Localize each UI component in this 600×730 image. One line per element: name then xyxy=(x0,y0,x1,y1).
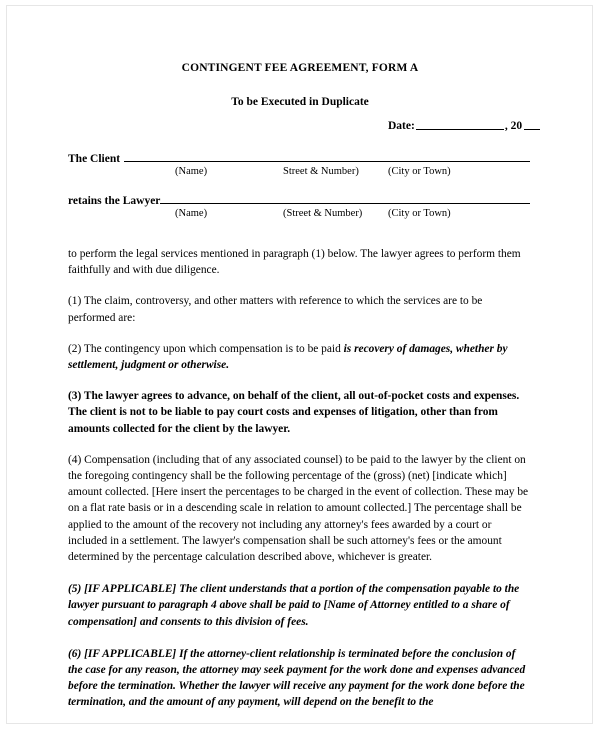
date-year-blank-rule[interactable] xyxy=(524,129,540,130)
date-blank-rule[interactable] xyxy=(416,129,504,130)
lawyer-caption-street: (Street & Number) xyxy=(283,208,363,219)
lawyer-label: retains the Lawyer xyxy=(68,195,161,207)
paragraph-6: (6) [IF APPLICABLE] If the attorney-client relationship is terminated before the conclusion of the case for any reason, the attorney may seek payment for the work done and expenses advanced before the termination. Whether the lawyer will receive any payment for the work done before the termination, and the amount of any payment, will depend on the benefit to the xyxy=(68,647,526,709)
paragraph-4: (4) Compensation (including that of any associated counsel) to be paid to the lawyer by the client on the foregoing contingency shall be the following percentage of the (gross) (net) [indicate which] amount collected. [Here insert the percentages to be charged in the event of collection. These may be on a flat rate basis or in a descending scale in relation to amount collected.] The percentage shall be applied to the amount of the recovery not including any attorney's fees awarded by a court or included in a settlement. The lawyer's compensation shall be such attorney's fees or the amount determined by the percentage calculation described above, whichever is greater. xyxy=(68,453,529,564)
lawyer-captions xyxy=(68,208,530,224)
paragraph-1: (1) The claim, controversy, and other matters with reference to which the services are to be performed are: xyxy=(68,295,483,324)
lawyer-caption-name: (Name) xyxy=(175,208,208,219)
client-label: The Client xyxy=(68,153,121,165)
paragraph-2-emphasis: is recovery of damages, whether by settlement, judgment or otherwise. xyxy=(68,342,508,372)
page-title: CONTINGENT FEE AGREEMENT, FORM A xyxy=(181,62,419,74)
paragraph-2-text: (2) The contingency upon which compensation is to be paid xyxy=(68,342,344,355)
page-subtitle: To be Executed in Duplicate xyxy=(231,96,369,108)
lawyer-caption-city: (City or Town) xyxy=(388,208,451,219)
date-label: Date: xyxy=(388,120,415,132)
client-block xyxy=(68,150,530,182)
paragraph-2 xyxy=(68,341,530,373)
paragraph-intro: to perform the legal services mentioned in paragraph (1) below. The lawyer agrees to perform them faithfully and with due diligence. xyxy=(68,248,521,277)
date-field-row xyxy=(388,120,540,132)
client-caption-name: (Name) xyxy=(175,166,208,177)
agreement-body xyxy=(68,246,530,711)
lawyer-entry-line xyxy=(68,192,530,207)
client-captions xyxy=(68,166,530,182)
client-caption-street: Street & Number) xyxy=(283,166,359,177)
paragraph-5: (5) [IF APPLICABLE] The client understands that a portion of the compensation payable to the lawyer pursuant to paragraph 4 above shall be paid to [Name of Attorney entitled to a share of compensation] and consents to this division of fees. xyxy=(68,583,520,628)
date-year-prefix: , 20 xyxy=(504,120,523,132)
lawyer-blank-rule[interactable] xyxy=(160,192,530,204)
client-entry-line xyxy=(68,150,530,165)
paragraph-3: (3) The lawyer agrees to advance, on behalf of the client, all out-of-pocket costs and expenses. The client is not to be liable to pay court costs and expenses of litigation, other than from amounts collected for the client by the lawyer. xyxy=(68,390,520,435)
client-caption-city: (City or Town) xyxy=(388,166,451,177)
client-blank-rule[interactable] xyxy=(124,150,530,162)
lawyer-block xyxy=(68,192,530,224)
